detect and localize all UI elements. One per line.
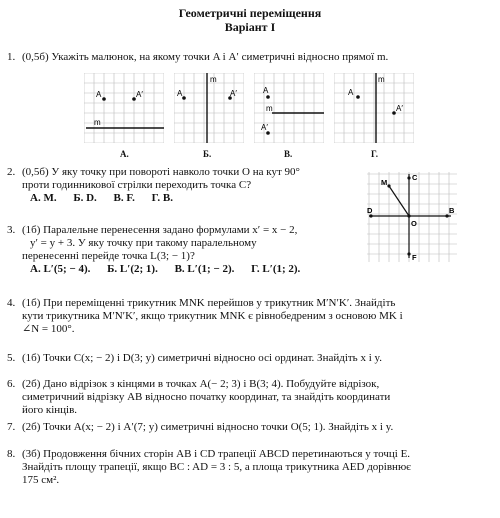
question-6 [7,378,484,417]
option-g-label: Г. [371,149,378,159]
question-text: (0,5б) Укажіть малюнок, на якому точки A і A′ симетричні відносно прямої m. [22,51,389,63]
answer-b: Б. D. [73,192,97,204]
label-m: m [266,104,273,113]
question-number: 4. [7,297,16,309]
label-a-prime: A′ [261,123,268,132]
question-text-line: його кінців. [22,404,78,416]
question-number: 7. [7,421,16,433]
rotation-figure [367,172,459,264]
point-a [182,96,186,100]
question-number: 2. [7,166,16,178]
label-m: m [378,75,385,84]
answer-options [22,192,362,205]
question-text-line: Знайдіть площу трапеції, якщо BC : AD = 3 : 5, а площа трикутника AED дорівнює [22,461,411,473]
answer-a: А. M. [30,192,57,204]
figure-g [334,73,414,143]
question-text-line: кути трикутника M′N′K′, якщо трикутник MNK є рівнобедреним з основою MK і [22,310,403,322]
option-b-label: Б. [203,149,212,159]
worksheet-title: Геометричні переміщення [178,6,322,20]
question-text-line: 175 см². [22,474,60,486]
worksheet-variant: Варіант І [224,20,276,34]
question-text-line: (1б) Паралельне перенесення задано формулами x′ = x − 2, [22,224,298,236]
answer-v: В. F. [113,192,135,204]
answer-g: Г. L′(1; 2). [251,263,301,275]
question-text-line: (2б) Дано відрізок з кінцями в точках A(− 2; 3) і B(3; 4). Побудуйте відрізок, [22,378,380,390]
label-a: A [263,86,269,95]
question-number: 3. [7,224,16,236]
question-text-line: симетричний відрізку AB відносно початку координат, та знайдіть координати [22,391,391,403]
point-a [266,95,270,99]
question-1 [7,51,484,64]
label-a: A [348,88,354,97]
question-text-line: ∠N = 100°. [22,323,75,335]
label-d: D [367,206,373,215]
point-a [356,95,360,99]
label-b: B [449,206,455,215]
question-number: 6. [7,378,16,390]
figure-v [254,73,324,143]
point-f [407,252,410,255]
question-number: 8. [7,448,16,460]
option-a-label: А. [120,149,129,159]
point-m [387,184,390,187]
label-m: m [94,118,101,127]
answer-v: В. L′(1; − 2). [174,263,235,275]
label-a: A [96,90,102,99]
label-m: m [210,75,217,84]
figure-b [174,73,244,143]
question-text-line: y′ = y + 3. У яку точку при такому паралельному [30,237,257,249]
label-a: A [177,89,183,98]
question-text-line: (0,5б) У яку точку при повороті навколо точки O на кут 90° [22,166,300,178]
question-text-line: (3б) Продовження бічних сторін AB і CD трапеції ABCD перетинаються у точці Е. [22,448,411,460]
answer-g: Г. B. [151,192,173,204]
question-3 [7,224,362,276]
point-c [407,176,410,179]
point-a [102,97,106,101]
answer-a: А. L′(5; − 4). [30,263,91,275]
question-7 [7,421,484,434]
answer-options [22,263,362,276]
question-2 [7,166,362,205]
label-a-prime: A′ [396,104,403,113]
label-f: F [412,253,417,262]
question-5 [7,352,484,365]
question-text: (1б) Точки C(x; − 2) і D(3; y) симетричні відносно осі ординат. Знайдіть x і y. [22,352,383,364]
question-number: 5. [7,352,16,364]
question-8 [7,448,484,487]
label-o: O [411,219,417,228]
question-text: (2б) Точки A(x; − 2) і A′(7; y) симетричні відносно точки O(5; 1). Знайдіть x і y. [22,421,394,433]
question-4 [7,297,484,336]
option-v-label: В. [284,149,293,159]
question-number: 1. [7,51,16,63]
question-text-line: (1б) При переміщенні трикутник MNK перейшов у трикутник M′N′K′. Знайдіть [22,297,396,309]
question-text-line: проти годинникової стрілки переходить точка C? [22,179,252,191]
point-o [407,214,410,217]
answer-b: Б. L′(2; 1). [107,263,158,275]
label-a-prime: A′ [136,90,143,99]
figure-a [84,73,164,143]
label-c: C [412,173,418,182]
question-text-line: перенесенні перейде точка L(3; − 1)? [22,250,195,262]
label-m: M [381,178,388,187]
label-a-prime: A′ [230,89,237,98]
